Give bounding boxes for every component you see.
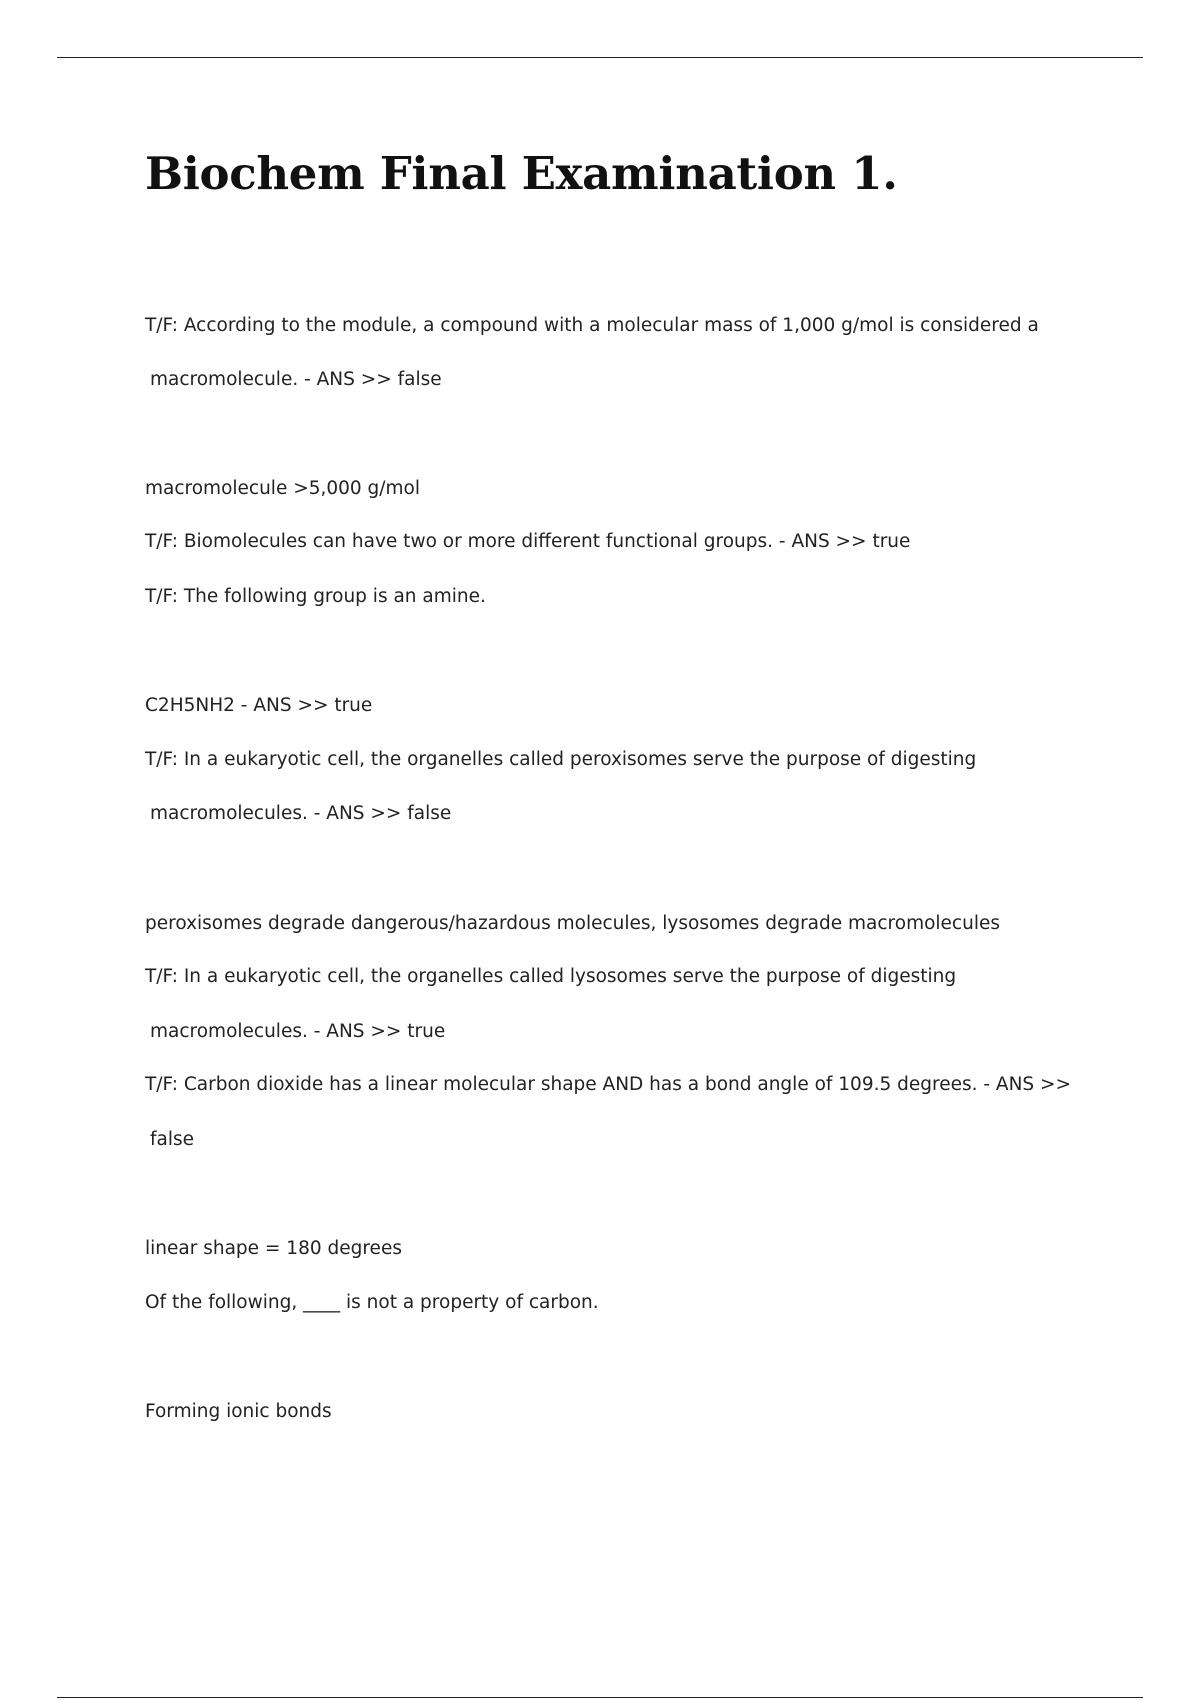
question-6-line-2: false <box>150 1129 195 1150</box>
question-7: Of the following, ____ is not a property of carbon. <box>145 1292 599 1313</box>
answer-note-7: Forming ionic bonds <box>145 1401 332 1422</box>
answer-note-4: peroxisomes degrade dangerous/hazardous molecules, lysosomes degrade macromolecules <box>145 913 1000 934</box>
question-6-line-1: T/F: Carbon dioxide has a linear molecular shape AND has a bond angle of 109.5 degrees. - ANS >> <box>145 1074 1072 1095</box>
question-1-line-2: macromolecule. - ANS >> false <box>150 369 442 390</box>
question-2: T/F: Biomolecules can have two or more different functional groups. - ANS >> true <box>145 531 911 552</box>
question-3: T/F: The following group is an amine. <box>145 586 486 607</box>
question-4-line-1: T/F: In a eukaryotic cell, the organelles called peroxisomes serve the purpose of digesting <box>145 749 977 770</box>
answer-note-6: linear shape = 180 degrees <box>145 1238 402 1259</box>
question-5-line-1: T/F: In a eukaryotic cell, the organelles called lysosomes serve the purpose of digesting <box>145 966 957 987</box>
header-rule <box>57 57 1143 58</box>
footer-rule <box>57 1697 1143 1698</box>
answer-note-3: C2H5NH2 - ANS >> true <box>145 695 373 716</box>
question-1-line-1: T/F: According to the module, a compound with a molecular mass of 1,000 g/mol is considered a <box>145 315 1039 336</box>
question-4-line-2: macromolecules. - ANS >> false <box>150 803 452 824</box>
document-title: Biochem Final Examination 1. <box>145 147 898 200</box>
question-5-line-2: macromolecules. - ANS >> true <box>150 1021 446 1042</box>
answer-note-1: macromolecule >5,000 g/mol <box>145 478 421 499</box>
